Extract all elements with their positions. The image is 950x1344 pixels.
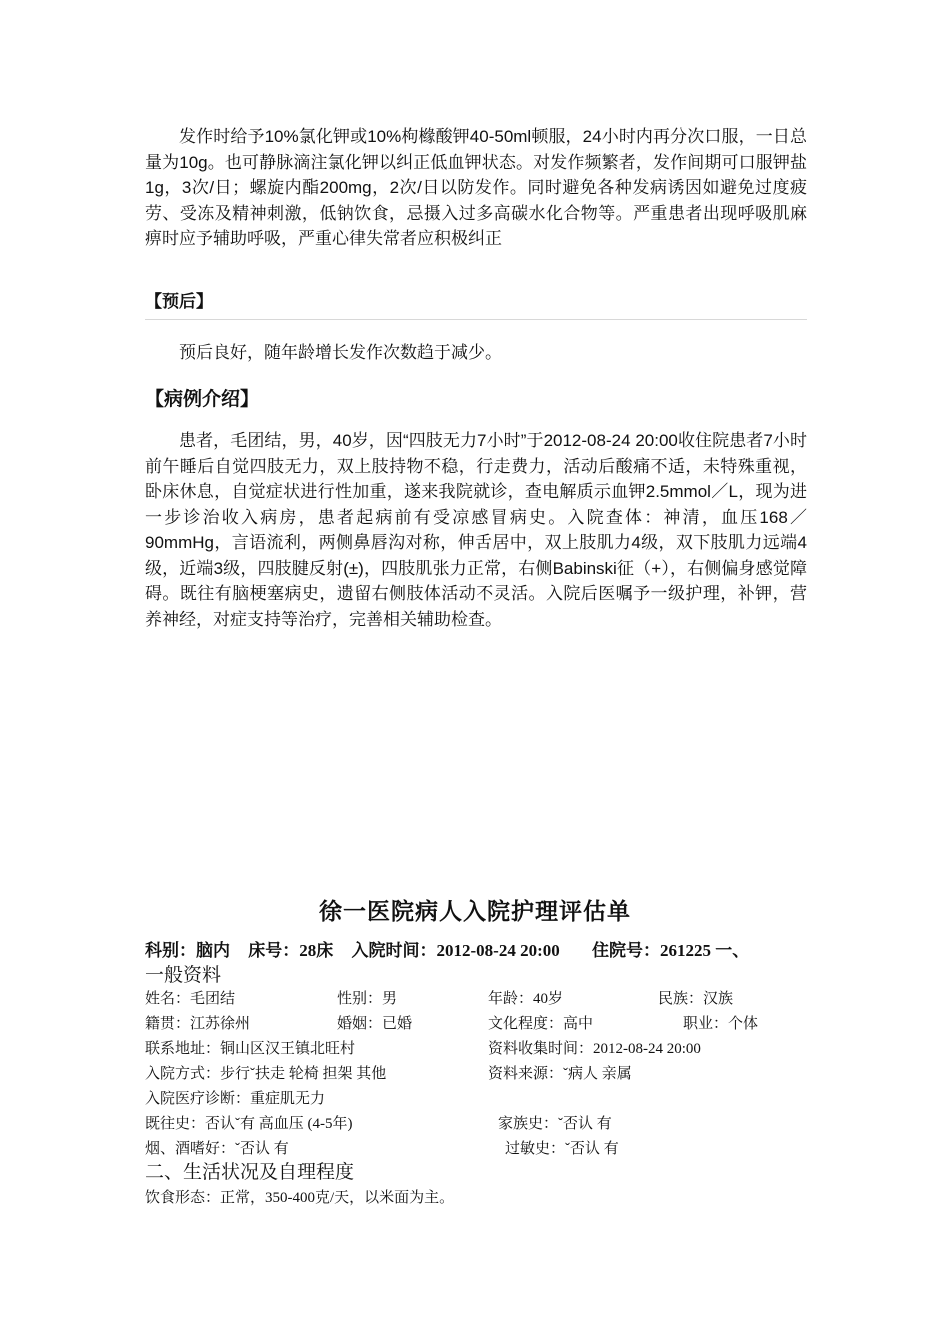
family-history-field: 家族史：ˇ否认 有	[498, 1116, 612, 1132]
name-field: 姓名：毛团结	[145, 991, 236, 1007]
admit-time-field: 入院时间：2012-08-24 20:00	[351, 941, 560, 960]
prognosis-heading: 【预后】	[145, 292, 213, 311]
education-field: 文化程度：高中	[488, 1016, 594, 1032]
divider	[145, 319, 807, 320]
collect-time-field: 资料收集时间：2012-08-24 20:00	[488, 1041, 701, 1057]
habits-field: 烟、酒嗜好：ˇ否认 有	[145, 1141, 289, 1157]
job-field: 职业：个体	[683, 1016, 759, 1032]
hospital-number-field: 住院号：261225 一、	[591, 941, 750, 960]
treatment-paragraph: 发作时给予10%氯化钾或10%枸橼酸钾40-50ml顿服，24小时内再分次口服，一日总量为10g。也可静脉滴注氯化钾以纠正低血钾状态。对发作频繁者，发作间期可口服钾盐1g，3次/日；螺旋内酯200mg，2次/日以防发作。同时避免各种发病诱因如避免过度疲劳、受冻及精神刺激，低钠饮食，忌摄入过多高碳水化合物等。严重患者出现呼吸肌麻痹时应予辅助呼吸，严重心律失常者应积极纠正	[145, 127, 807, 248]
bed-field: 床号：28床	[248, 941, 334, 960]
section-living-status: 二、生活状况及自理程度	[145, 1162, 355, 1183]
origin-field: 籍贯：江苏徐州	[145, 1016, 251, 1032]
section-general-info: 一般资料	[145, 965, 222, 986]
form-header	[145, 936, 763, 961]
sex-field: 性别：男	[337, 991, 398, 1007]
prognosis-text: 预后良好，随年龄增长发作次数趋于减少。	[179, 343, 502, 362]
admit-mode-field: 入院方式：步行ˇ扶走 轮椅 担架 其他	[145, 1066, 387, 1082]
ethnicity-field: 民族：汉族	[658, 991, 734, 1007]
case-heading: 【病例介绍】	[145, 389, 260, 410]
dept-field: 科别：脑内	[145, 941, 230, 960]
case-text: 患者，毛团结，男，40岁，因“四肢无力7小时”于2012-08-24 20:00收住院患者7小时前午睡后自觉四肢无力，双上肢持物不稳，行走费力，活动后酸痛不适，未特殊重视，卧床休息，自觉症状进行性加重，遂来我院就诊，查电解质示血钾2.5mmol／L，现为进一步诊治收入病房，患者起病前有受凉感冒病史。入院查体：神清，血压168／90mmHg，言语流利，两侧鼻唇沟对称，伸舌居中，双上肢肌力4级，双下肢肌力远端4级，近端3级，四肢腱反射(±)，四肢肌张力正常，右侧Babinski征（+），右侧偏身感觉障碍。既往有脑梗塞病史，遗留右侧肢体活动不灵活。入院后医嘱予一级护理，补钾，营养神经，对症支持等治疗，完善相关辅助检查。	[145, 431, 807, 629]
history-field: 既往史：否认ˇ有 高血压 (4-5年)	[145, 1116, 353, 1132]
age-field: 年龄：40岁	[488, 991, 564, 1007]
diet-field: 饮食形态：正常，350-400克/天，以米面为主。	[145, 1190, 455, 1206]
form-title: 徐一医院病人入院护理评估单	[319, 899, 631, 924]
diagnosis-field: 入院医疗诊断：重症肌无力	[145, 1091, 326, 1107]
allergy-field: 过敏史：ˇ否认 有	[505, 1141, 619, 1157]
source-field: 资料来源：ˇ病人 亲属	[488, 1066, 632, 1082]
address-field: 联系地址：铜山区汉王镇北旺村	[145, 1041, 356, 1057]
marriage-field: 婚姻：已婚	[337, 1016, 413, 1032]
